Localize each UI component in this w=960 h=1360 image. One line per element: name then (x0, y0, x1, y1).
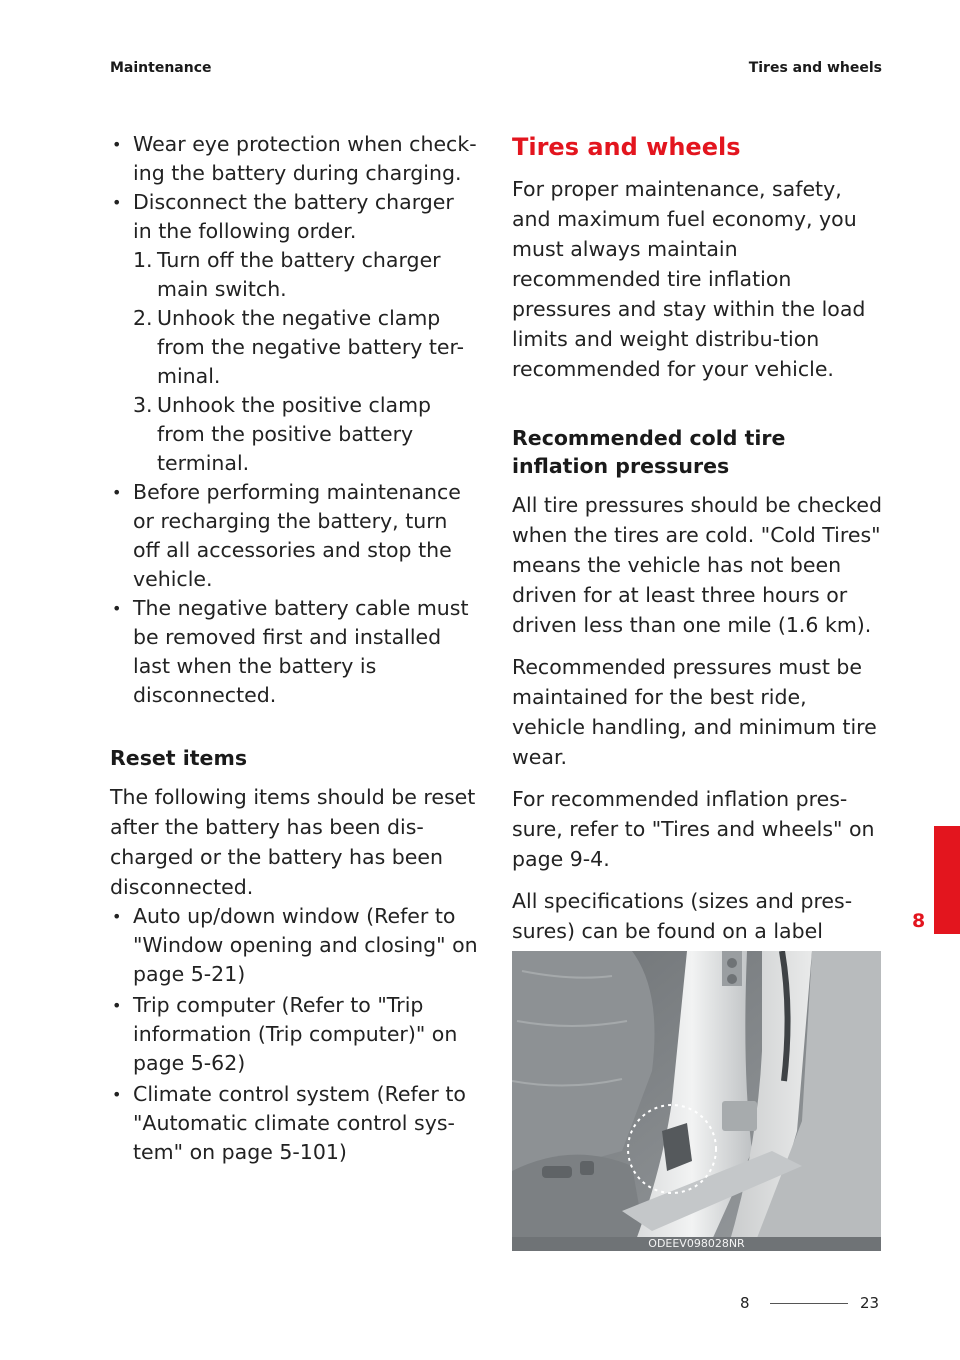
header-topic: Tires and wheels (748, 60, 882, 76)
chapter-tab (934, 826, 960, 934)
reset-items-heading: Reset items (110, 746, 248, 770)
footer-divider (770, 1303, 848, 1304)
left-column (110, 130, 478, 1169)
label-location-paragraph: All specifications (sizes and pres-sures) can be found on a label (512, 889, 853, 943)
reset-intro: The following items should be reset after the battery has been dis-charged or the battery has been disconnected. (110, 785, 476, 899)
list-item: • Auto up/down window (Refer to "Window opening and closing" on page 5-21) (110, 902, 478, 989)
step-item (133, 391, 478, 478)
list-item: • Wear eye protection when check-ing the battery during charging. (110, 130, 478, 188)
step-text: Turn off the battery charger main switch. (157, 248, 441, 301)
door-pillar-image (512, 951, 881, 1251)
battery-bullets-b (110, 478, 478, 710)
step-item (133, 304, 478, 391)
step-text: Unhook the negative clamp from the negative battery ter-minal. (157, 306, 465, 388)
list-item: • Disconnect the battery charger in the following order. (110, 188, 478, 246)
disconnect-steps (133, 246, 478, 478)
tires-intro: For proper maintenance, safety, and maximum fuel economy, you must always maintain recommended tire inflation pressures and stay within the load limits and weight distribu-tion recommended for your vehicle. (512, 177, 866, 381)
cold-pressure-heading: Recommended cold tire inflation pressures (512, 426, 786, 478)
footer-chapter: 8 (740, 1294, 750, 1312)
step-number: 3. (133, 393, 153, 417)
list-item: • Trip computer (Refer to "Trip information (Trip computer)" on page 5-62) (110, 991, 478, 1078)
footer-page-number: 23 (860, 1294, 880, 1312)
header-section: Maintenance (110, 60, 212, 76)
section-title: Tires and wheels (512, 133, 741, 161)
step-item (133, 246, 478, 304)
battery-bullets-a (110, 130, 478, 246)
door-pillar-illustration (512, 951, 881, 1251)
list-item: • Before performing maintenance or recharging the battery, turn off all accessories and stop the vehicle. (110, 478, 478, 594)
list-item: • The negative battery cable must be removed first and installed last when the battery is disconnected. (110, 594, 478, 710)
step-text: Unhook the positive clamp from the positive battery terminal. (157, 393, 432, 475)
refer-paragraph: For recommended inflation pres-sure, refer to "Tires and wheels" on page 9-4. (512, 787, 875, 871)
chapter-tab-number: 8 (912, 910, 926, 932)
step-number: 1. (133, 248, 153, 272)
figure-caption: ODEEV098028NR (512, 1237, 881, 1251)
reset-items-list (110, 902, 478, 1167)
right-column (512, 130, 884, 1006)
step-number: 2. (133, 306, 153, 330)
cold-tires-paragraph: All tire pressures should be checked when the tires are cold. "Cold Tires" means the vehicle has not been driven for at least three hours or driven less than one mile (1.6 km). (512, 493, 883, 637)
list-item: • Climate control system (Refer to "Automatic climate control sys-tem" on page 5-101) (110, 1080, 478, 1167)
pressures-paragraph: Recommended pressures must be maintained for the best ride, vehicle handling, and minimum tire wear. (512, 655, 877, 769)
